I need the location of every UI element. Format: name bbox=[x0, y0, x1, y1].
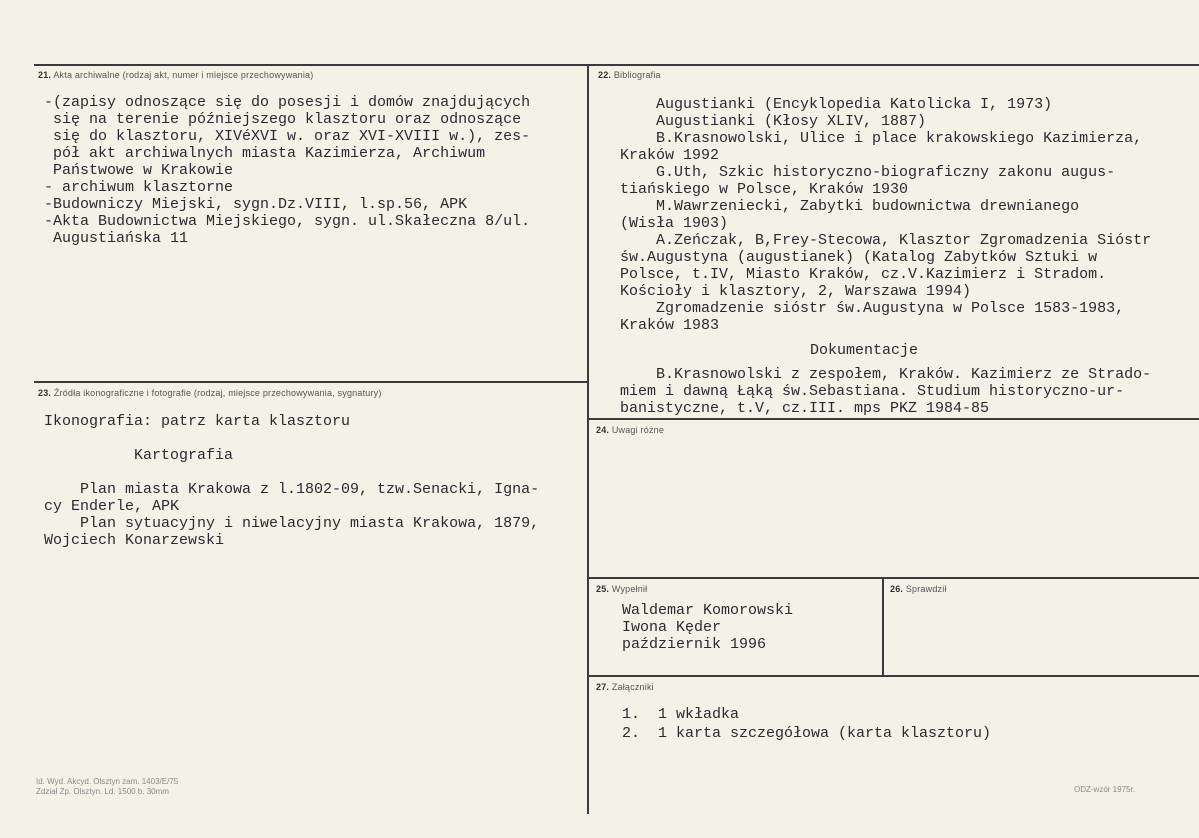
section-22-doc-text bbox=[620, 366, 1151, 417]
section-27-header bbox=[596, 682, 654, 692]
text-line: Wojciech Konarzewski bbox=[44, 532, 225, 549]
section-23-number: 23. bbox=[38, 388, 52, 398]
section-27-text bbox=[622, 705, 991, 743]
text-line: się do klasztoru, XIVéXVI w. oraz XVI-XVIII w.), zes- bbox=[44, 128, 531, 145]
text-line: Polsce, t.IV, Miasto Kraków, cz.V.Kazimierz i Stradom. bbox=[620, 266, 1107, 283]
section-21-label: Akta archiwalne (rodzaj akt, numer i miejsce przechowywania) bbox=[53, 70, 314, 80]
form-template-mark: ODZ-wzór 1975r. bbox=[1074, 785, 1135, 794]
section-21-header bbox=[38, 70, 313, 80]
text-line: Plan miasta Krakowa z l.1802-09, tzw.Senacki, Igna- bbox=[44, 481, 540, 498]
text-line bbox=[44, 430, 539, 447]
text-line: -Budowniczy Miejski, sygn.Dz.VIII, l.sp.56, APK bbox=[44, 196, 468, 213]
section-24-header bbox=[596, 425, 664, 435]
text-line: Augustianki (Encyklopedia Katolicka I, 1973) bbox=[620, 96, 1053, 113]
section-23-header bbox=[38, 388, 382, 398]
text-line: -Akta Budownictwa Miejskiego, sygn. ul.Skałeczna 8/ul. bbox=[44, 213, 531, 230]
section-22-label: Bibliografia bbox=[613, 70, 661, 80]
text-line: Augustiańska 11 bbox=[44, 230, 189, 247]
text-line: się na terenie późniejszego klasztoru oraz odnoszące bbox=[44, 111, 522, 128]
center-divider bbox=[587, 64, 589, 814]
section-25-label: Wypełnił bbox=[611, 584, 648, 594]
text-line: Iwona Kęder bbox=[622, 619, 722, 636]
section-25-text bbox=[622, 602, 793, 653]
text-line: miem i dawną Łąką św.Sebastiana. Studium historyczno-ur- bbox=[620, 383, 1125, 400]
text-line bbox=[44, 464, 539, 481]
left-mid-rule bbox=[34, 381, 588, 383]
text-line: październik 1996 bbox=[622, 636, 767, 653]
right-lower-rule bbox=[588, 577, 1199, 579]
text-line: Augustianki (Kłosy XLIV, 1887) bbox=[620, 113, 927, 130]
section-22-number: 22. bbox=[598, 70, 612, 80]
text-line: - archiwum klasztorne bbox=[44, 179, 234, 196]
text-line: Ikonografia: patrz karta klasztoru bbox=[44, 413, 351, 430]
text-line: Kościoły i klasztory, 2, Warszawa 1994) bbox=[620, 283, 972, 300]
text-line: B.Krasnowolski z zespołem, Kraków. Kazimierz ze Strado- bbox=[620, 366, 1152, 383]
text-line: cy Enderle, APK bbox=[44, 498, 180, 515]
text-line: banistyczne, t.V, cz.III. mps PKZ 1984-85 bbox=[620, 400, 990, 417]
section-24-label: Uwagi różne bbox=[611, 425, 665, 435]
section-23-text bbox=[44, 413, 539, 549]
text-line: pół akt archiwalnych miasta Kazimierza, Archiwum bbox=[44, 145, 486, 162]
text-line: Waldemar Komorowski bbox=[622, 602, 794, 619]
text-line: Kartografia bbox=[44, 447, 234, 464]
printer-imprint-line-2: Zdział Zp. Olsztyn. Ld. 1500 b. 30mm bbox=[36, 787, 169, 796]
section-27-label: Załączniki bbox=[611, 682, 654, 692]
section-24-number: 24. bbox=[596, 425, 610, 435]
top-rule bbox=[34, 64, 1199, 66]
section-25-header bbox=[596, 584, 647, 594]
section-27-number: 27. bbox=[596, 682, 610, 692]
section-21-number: 21. bbox=[38, 70, 52, 80]
text-line: Kraków 1992 bbox=[620, 147, 720, 164]
text-line: św.Augustyna (augustianek) (Katalog Zabytków Sztuki w bbox=[620, 249, 1098, 266]
text-line: M.Wawrzeniecki, Zabytki budownictwa drewnianego bbox=[620, 198, 1080, 215]
section-26-number: 26. bbox=[890, 584, 904, 594]
text-line: 2. 1 karta szczegółowa (karta klasztoru) bbox=[622, 725, 992, 742]
text-line: 1. 1 wkładka bbox=[622, 706, 740, 723]
text-line: -(zapisy odnoszące się do posesji i domów znajdujących bbox=[44, 94, 531, 111]
text-line: (Wisła 1903) bbox=[620, 215, 729, 232]
s25-s26-divider bbox=[882, 578, 884, 675]
text-line: Plan sytuacyjny i niwelacyjny miasta Krakowa, 1879, bbox=[44, 515, 540, 532]
section-22-subheading: Dokumentacje bbox=[810, 342, 919, 359]
text-line: tiańskiego w Polsce, Kraków 1930 bbox=[620, 181, 909, 198]
text-line: Zgromadzenie sióstr św.Augustyna w Polsce 1583-1983, bbox=[620, 300, 1125, 317]
text-line: Państwowe w Krakowie bbox=[44, 162, 234, 179]
text-line: G.Uth, Szkic historyczno-biograficzny zakonu augus- bbox=[620, 164, 1116, 181]
section-25-number: 25. bbox=[596, 584, 610, 594]
section-22-text bbox=[620, 96, 1151, 334]
right-upper-rule bbox=[588, 418, 1199, 420]
section-22-header bbox=[598, 70, 661, 80]
section-23-label: Źródła ikonograficzne i fotografie (rodzaj, miejsce przechowywania, sygnatury) bbox=[53, 388, 382, 398]
printer-imprint-line-1: Id. Wyd. Akcyd. Olsztyn zam. 1403/E/75 bbox=[36, 777, 179, 786]
section-26-label: Sprawdził bbox=[905, 584, 947, 594]
section-26-header bbox=[890, 584, 947, 594]
right-bottom-rule bbox=[588, 675, 1199, 677]
text-line: B.Krasnowolski, Ulice i place krakowskiego Kazimierza, bbox=[620, 130, 1143, 147]
section-21-text bbox=[44, 94, 530, 247]
text-line: Kraków 1983 bbox=[620, 317, 720, 334]
text-line: A.Zeńczak, B,Frey-Stecowa, Klasztor Zgromadzenia Sióstr bbox=[620, 232, 1152, 249]
